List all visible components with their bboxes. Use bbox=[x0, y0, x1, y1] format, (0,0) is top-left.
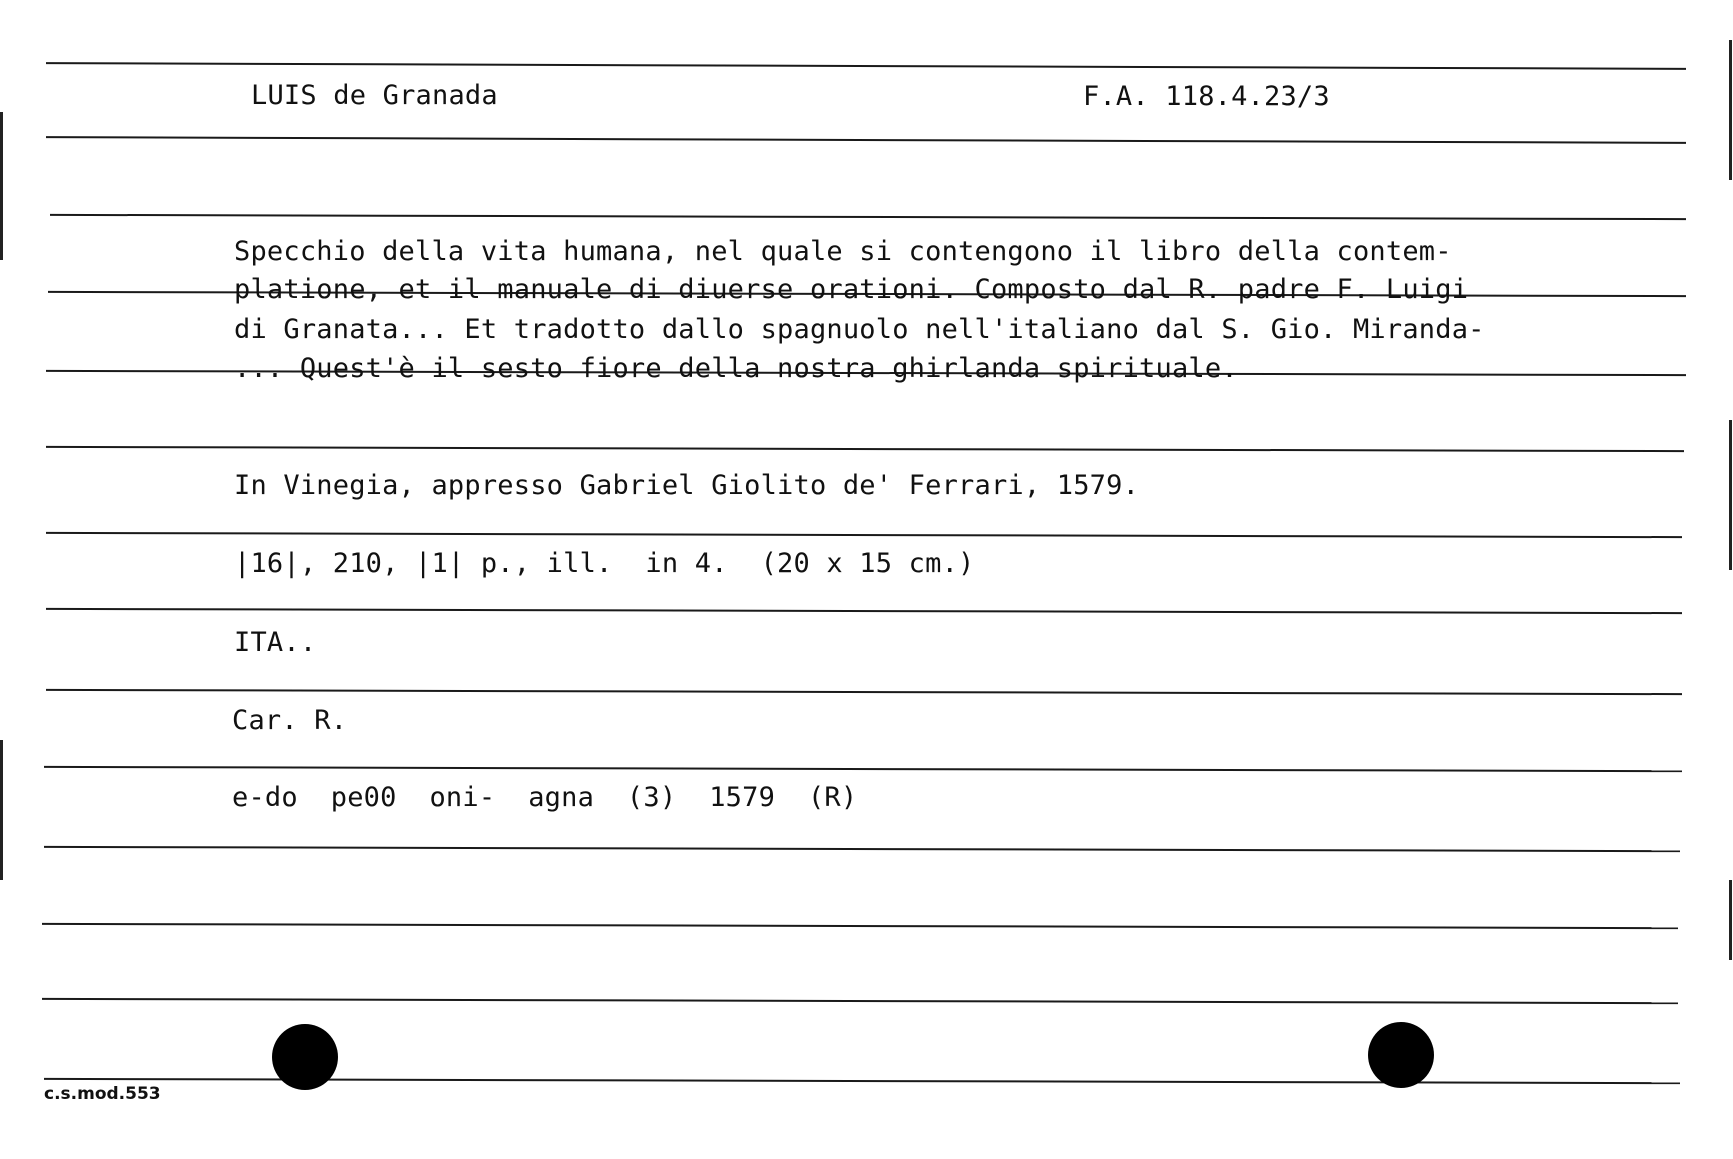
ruled-line bbox=[44, 846, 1680, 852]
imprint: In Vinegia, appresso Gabriel Giolito de' Ferrari, 1579. bbox=[234, 470, 1140, 501]
title-line-2: platione, et il manuale di diuerse orationi. Composto dal R. padre F. Luigi bbox=[234, 274, 1469, 305]
collation: |16|, 210, |1| p., ill. in 4. (20 x 15 cm.) bbox=[234, 548, 975, 579]
left-edge-mark bbox=[0, 740, 3, 880]
title-line-3: di Granata... Et tradotto dallo spagnuolo nell'italiano dal S. Gio. Miranda- bbox=[234, 314, 1485, 345]
ruled-line bbox=[50, 214, 1686, 220]
title-line-1: Specchio della vita humana, nel quale si contengono il libro della contem- bbox=[234, 236, 1452, 267]
form-code: c.s.mod.553 bbox=[44, 1084, 161, 1104]
punch-hole-left bbox=[272, 1024, 338, 1090]
ruled-line bbox=[44, 766, 1682, 772]
right-edge-mark bbox=[1729, 420, 1732, 570]
ruled-line bbox=[46, 446, 1684, 452]
author-heading: LUIS de Granada bbox=[251, 80, 498, 111]
note: Car. R. bbox=[232, 705, 348, 736]
ruled-line bbox=[46, 532, 1682, 538]
ruled-line bbox=[46, 62, 1686, 70]
title-line-4: ... Quest'è il sesto fiore della nostra ghirlanda spirituale. bbox=[234, 353, 1238, 384]
ruled-line bbox=[46, 608, 1682, 614]
ruled-line bbox=[46, 136, 1686, 144]
left-edge-mark bbox=[0, 112, 3, 260]
right-edge-mark bbox=[1729, 880, 1732, 960]
ruled-line bbox=[42, 998, 1678, 1004]
right-edge-mark bbox=[1729, 40, 1732, 180]
fingerprint: e-do pe00 oni- agna (3) 1579 (R) bbox=[232, 782, 858, 813]
ruled-line bbox=[46, 689, 1682, 695]
shelfmark: F.A. 118.4.23/3 bbox=[1083, 81, 1330, 112]
punch-hole-right bbox=[1368, 1022, 1434, 1088]
ruled-line bbox=[42, 923, 1678, 929]
language-code: ITA.. bbox=[234, 627, 317, 658]
